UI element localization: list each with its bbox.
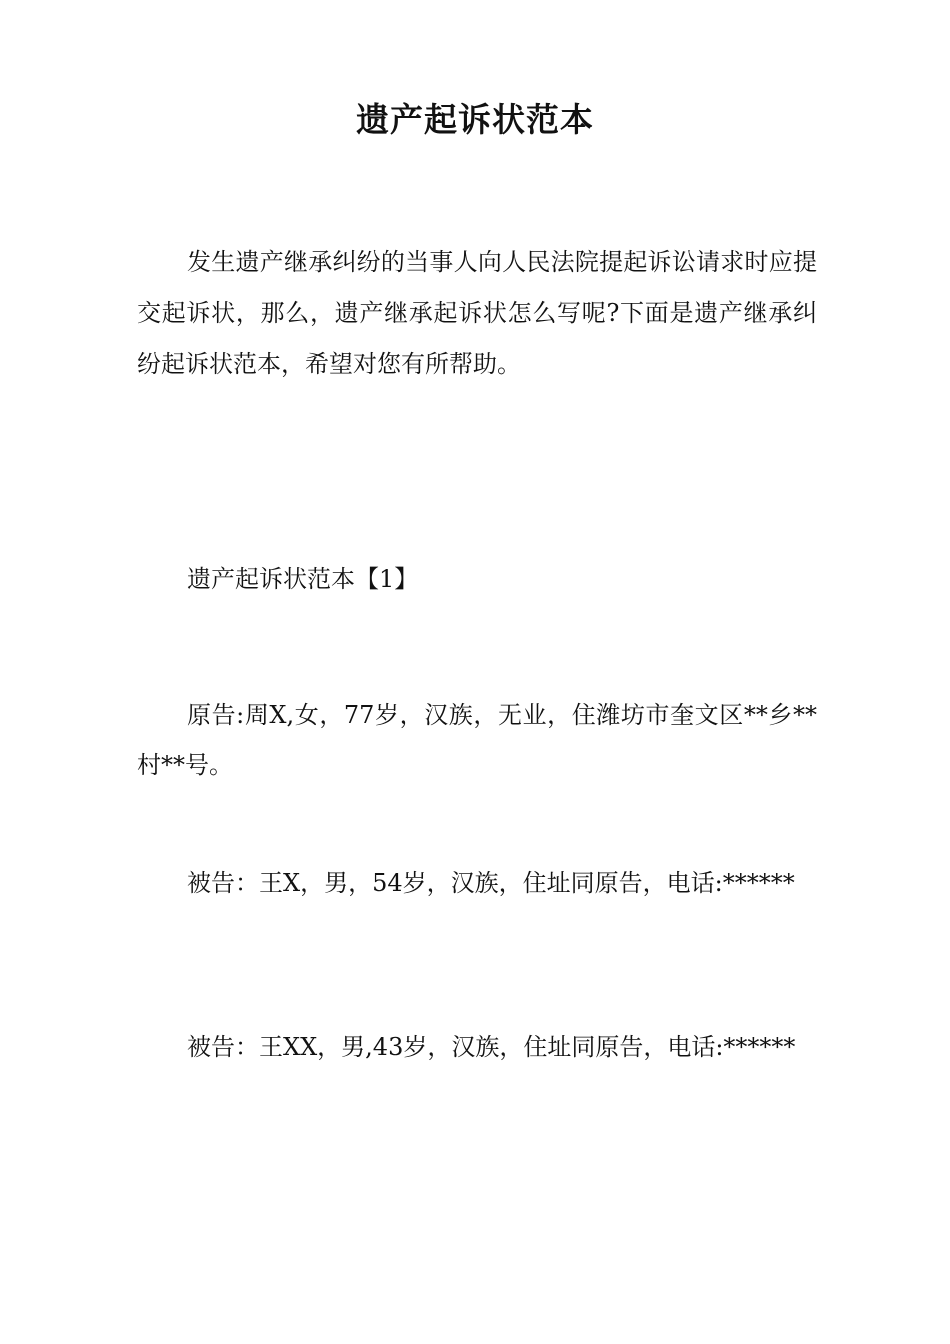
section-heading: 遗产起诉状范本【1】 bbox=[187, 565, 419, 593]
intro-paragraph: 发生遗产继承纠纷的当事人向人民法院提起诉讼请求时应提交起诉状，那么，遗产继承起诉状怎么写呢?下面是遗产继承纠纷起诉状范本，希望对您有所帮助。 bbox=[137, 248, 817, 378]
document-title: 遗产起诉状范本 bbox=[356, 100, 594, 139]
defendant-1-paragraph: 被告：王X，男，54岁，汉族，住址同原告，电话:****** bbox=[187, 869, 795, 897]
defendant-2-paragraph: 被告：王XX，男,43岁，汉族，住址同原告，电话:****** bbox=[187, 1033, 796, 1061]
plaintiff-paragraph: 原告:周X,女，77岁，汉族，无业，住潍坊市奎文区**乡**村**号。 bbox=[137, 701, 817, 779]
